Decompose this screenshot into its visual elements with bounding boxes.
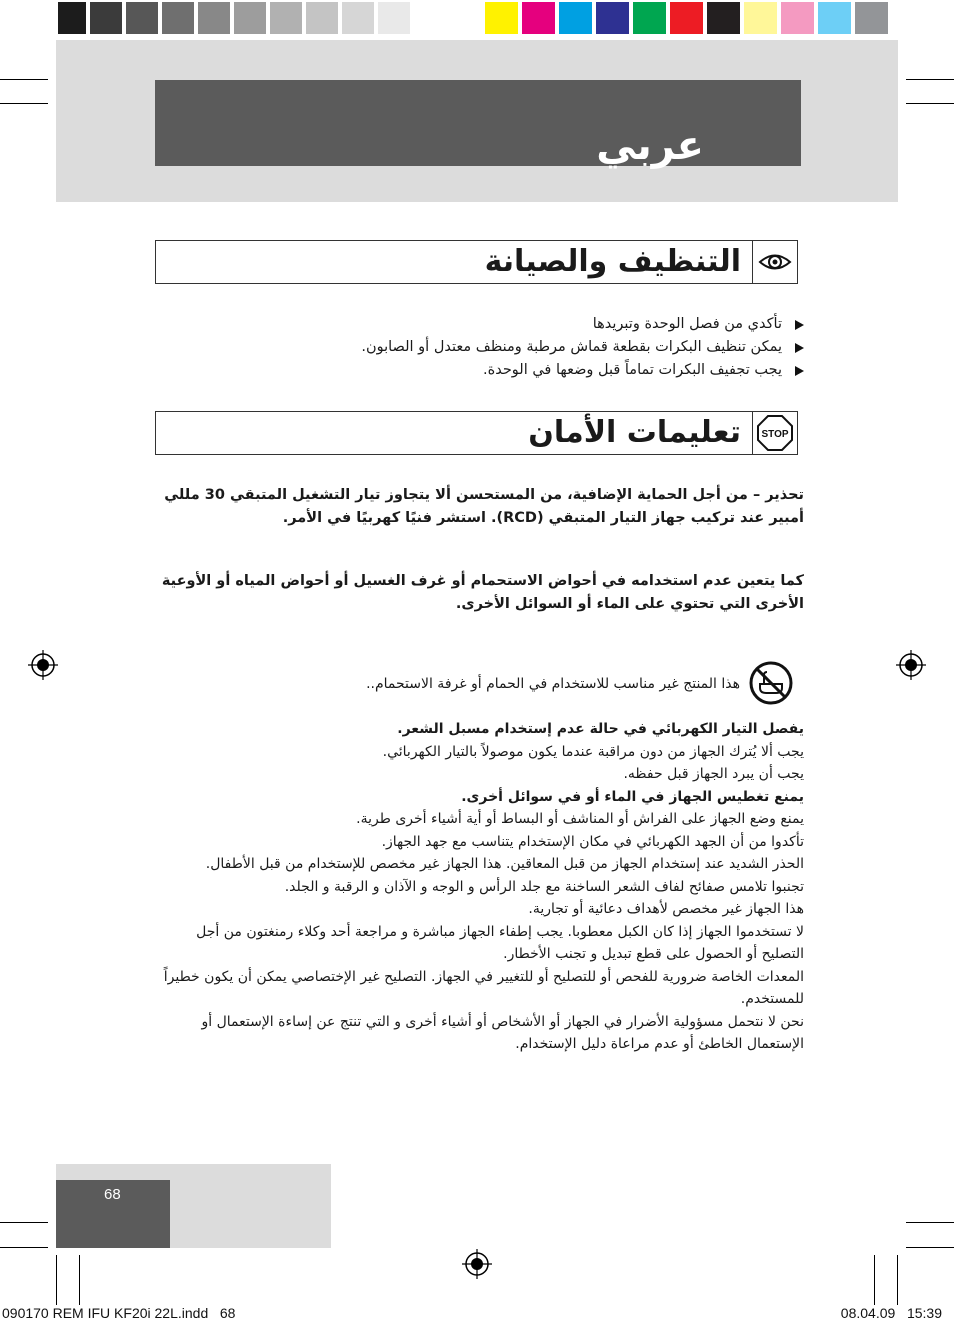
language-title: عربي [596,123,704,169]
color-swatch [160,0,196,36]
color-swatch [557,0,594,36]
list-item: تأكدي من فصل الوحدة وتبريدها [361,313,804,336]
bathroom-note: هذا المنتج غير مناسب للاستخدام في الحمام أو غرفة الاستحمام.. [366,676,740,692]
bullet-arrow-icon [795,320,804,330]
registration-mark-icon [896,650,926,680]
safety-line: نحن لا نتحمل مسؤولية الأضرار في الجهاز أو الأشخاص أو أشياء أخرى و التي تنتج عن إساءة الإستعمال أو الإستعمال الخاطئ أو عدم مراعاة دليل الإستخدام. [201,1013,804,1052]
crop-mark [906,1247,954,1248]
crop-mark [906,103,954,104]
crop-mark [897,1255,898,1305]
list-item: يمكن تنظيف البكرات بقطعة قماش مرطبة ومنظف معتدل أو الصابون. [361,336,804,359]
color-swatch [705,0,742,36]
color-swatch [376,0,412,36]
crop-mark [906,79,954,80]
safety-line: تجنبوا تلامس صفائح لفاف الشعر الساخنة مع جلد الرأس و الوجه و الآذان و الرقبة و الجلد. [284,878,804,895]
color-swatch [483,0,520,36]
section-title: تعليمات الأمان [528,415,741,450]
color-swatch [88,0,124,36]
color-swatch [816,0,853,36]
safety-line: يمنع تغطيس الجهاز في الماء أو في سوائل أخرى. [461,788,804,805]
color-swatch [742,0,779,36]
safety-line: الحذر الشديد عند إستخدام الجهاز من قبل المعاقين. هذا الجهاز غير مخصص للإستخدام من قبل الأطفال. [205,856,804,872]
crop-mark [79,1255,80,1305]
color-swatch [520,0,557,36]
grayscale-bar [56,0,450,40]
list-item: يجب تجفيف البكرات تماماً قبل وضعها في الوحدة. [361,359,804,382]
registration-mark-icon [28,650,58,680]
no-bathtub-icon [748,660,794,706]
color-bar [483,0,890,40]
safety-section-header [155,411,798,455]
color-swatch [232,0,268,36]
crop-mark [0,79,48,80]
eye-icon [752,241,797,283]
crop-mark [0,103,48,104]
safety-line: يمنع وضع الجهاز على الفراش أو المناشف أو البساط أو أية أشياء أخرى طرية. [356,811,804,827]
warning-paragraph: كما يتعين عدم استخدامه في أحواض الاستحمام أو غرف الغسيل أو أحواض المياه أو الأوعية الأخرى التي تحتوي على الماء أو السوائل الأخرى. [161,573,804,612]
color-swatch [196,0,232,36]
crop-mark [0,1247,48,1248]
file-slug: 090170 REM IFU KF20i 22L.indd 68 [2,1305,236,1321]
crop-mark [0,1222,48,1223]
date-slug: 08.04.09 15:39 [840,1305,942,1321]
safety-line: هذا الجهاز غير مخصص لأهداف دعائية أو تجارية. [528,901,804,917]
color-swatch [124,0,160,36]
color-swatch [268,0,304,36]
crop-mark [906,1222,954,1223]
color-swatch [631,0,668,36]
color-swatch [779,0,816,36]
stop-icon [752,412,797,454]
svg-text:STOP: STOP [761,429,789,440]
color-swatch [412,0,450,36]
safety-line: تأكدوا من أن الجهد الكهربائي في مكان الإستخدام يتناسب مع جهد الجهاز. [381,833,804,850]
cleaning-list [361,313,804,382]
registration-mark-icon [462,1249,492,1279]
crop-mark [56,1255,57,1305]
color-swatch [304,0,340,36]
safety-line: يفصل التيار الكهربائي في حالة عدم إستخدام مسبل الشعر. [397,721,804,737]
section-title: التنظيف والصيانة [484,244,741,279]
color-swatch [340,0,376,36]
safety-line: المعدات الخاصة ضرورية للفحص أو للتصليح أو للتغيير في الجهاز. التصليح غير الإختصاصي يمكن أن يكون خطيراً للمستخدم. [163,968,804,1007]
language-tab [155,80,801,166]
safety-line: لا تستخدموا الجهاز إذا كان الكبل معطوبا. يجب إطفاء الجهاز مباشرة و مراجعة أحد وكلاء رمنغتون من أجل التصليح أو الحصول على قطع تبديل و تجنب الأخطار. [196,923,804,962]
bullet-arrow-icon [795,366,804,376]
crop-mark [874,1255,875,1305]
page-number: 68 [104,1186,121,1203]
bullet-arrow-icon [795,343,804,353]
color-swatch [594,0,631,36]
safety-instructions [160,718,804,1056]
safety-line: يجب أن يبرد الجهاز قبل حفظه. [623,766,804,782]
cleaning-section-header [155,240,798,284]
warning-paragraph: تحذير – من أجل الحماية الإضافية، من المستحسن ألا يتجاوز تيار التشغيل المتبقي 30 مللي أمبير عند تركيب جهاز التيار المتبقي (RCD). استشر فنيًا كهربيًا في الأمر. [164,487,804,526]
color-swatch [56,0,88,36]
color-swatch [853,0,890,36]
color-swatch [668,0,705,36]
safety-line: يجب ألا يُترك الجهاز من دون مراقبة عندما يكون موصولاً بالتيار الكهربائي. [382,743,804,760]
